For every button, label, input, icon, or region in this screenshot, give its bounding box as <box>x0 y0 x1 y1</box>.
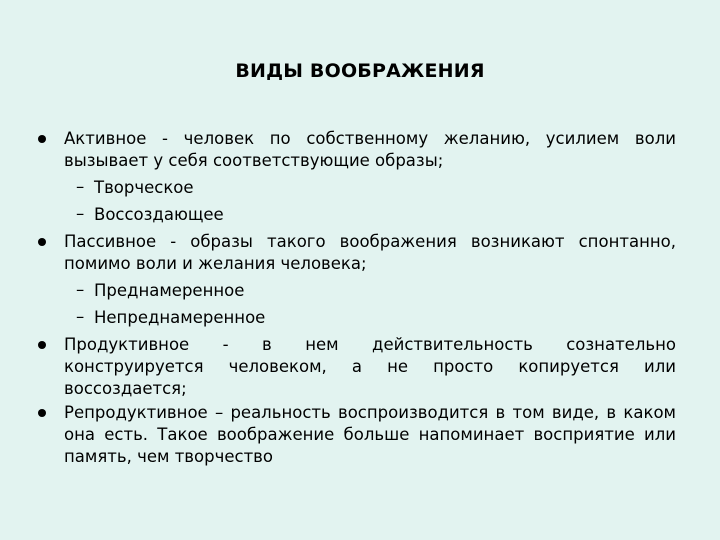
list-item-active <box>36 128 676 172</box>
bullet-icon <box>38 238 46 246</box>
sub-item-text: Воссоздающее <box>94 205 224 224</box>
dash-icon: – <box>76 307 85 326</box>
dash-icon: – <box>76 177 85 196</box>
list-item-text: Продуктивное - в нем действительность сознательно конструируется человеком, а не просто копируется или воссоздается; <box>64 335 676 398</box>
list-item-text: Активное - человек по собственному желанию, усилием воли вызывает у себя соответствующие образы; <box>64 129 676 170</box>
list-item-reproductive <box>36 402 676 468</box>
list-item-productive <box>36 334 676 400</box>
bullet-list <box>36 128 676 470</box>
list-item-passive <box>36 231 676 275</box>
sub-item-recreative <box>36 204 676 226</box>
dash-icon: – <box>76 204 85 223</box>
sub-item-text: Непреднамеренное <box>94 308 266 327</box>
sub-item-text: Преднамеренное <box>94 281 245 300</box>
bullet-icon <box>38 135 46 143</box>
bullet-icon <box>38 409 46 417</box>
page-title: ВИДЫ ВООБРАЖЕНИЯ <box>235 60 485 82</box>
sub-item-intentional <box>36 280 676 302</box>
sub-item-text: Творческое <box>94 178 194 197</box>
sub-item-unintentional <box>36 307 676 329</box>
list-item-text: Пассивное - образы такого воображения возникают спонтанно, помимо воли и желания человека; <box>64 232 676 273</box>
dash-icon: – <box>76 280 85 299</box>
list-item-text: Репродуктивное – реальность воспроизводится в том виде, в каком она есть. Такое воображение больше напоминает восприятие или память, чем творчество <box>64 403 676 466</box>
sub-item-creative <box>36 177 676 199</box>
bullet-icon <box>38 341 46 349</box>
